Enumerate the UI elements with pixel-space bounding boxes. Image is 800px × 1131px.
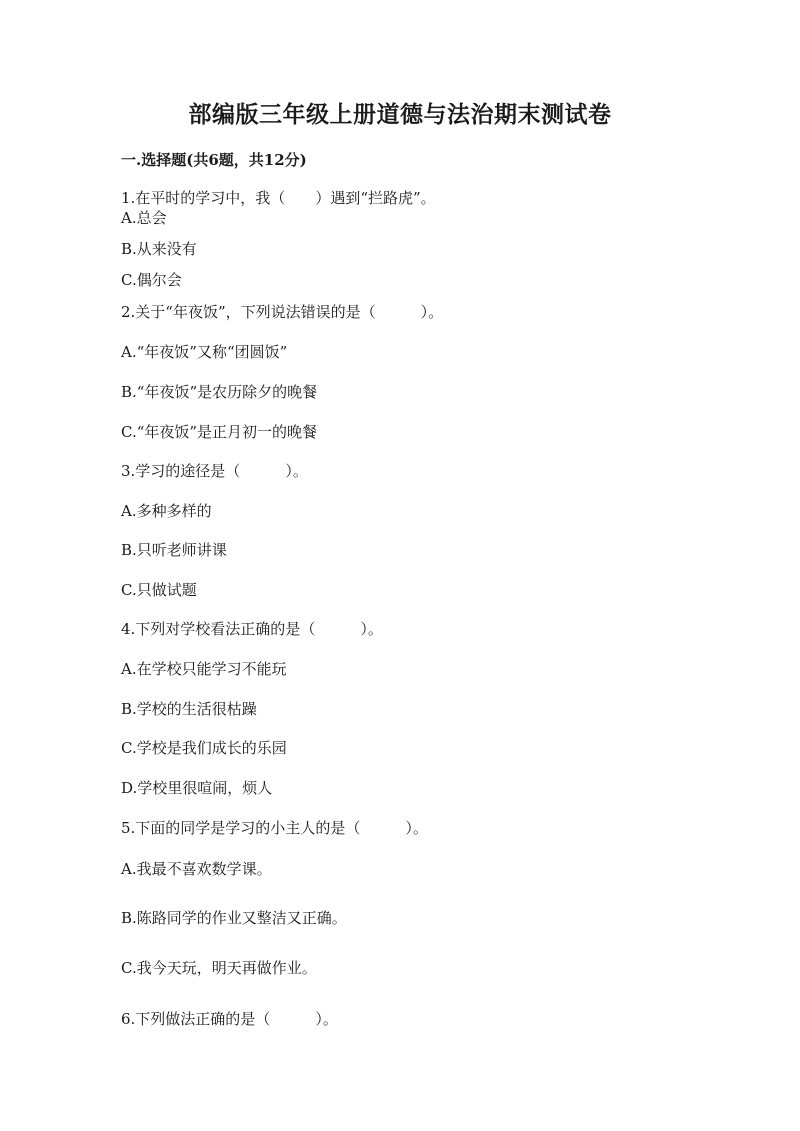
question-1-option-b: B.从来没有 [121, 240, 197, 258]
question-4-option-d: D.学校里很喧闹，烦人 [121, 779, 273, 797]
question-4-option-c: C.学校是我们成长的乐园 [121, 739, 287, 757]
question-2-option-c: C.“年夜饭”是正月初一的晚餐 [121, 423, 318, 441]
question-3-stem: 3.学习的途径是（ ）。 [121, 462, 308, 480]
question-2-stem: 2.关于“年夜饭”，下列说法错误的是（ ）。 [121, 303, 444, 321]
question-2-option-a: A.“年夜饭”又称“团圆饭” [121, 343, 288, 361]
question-3-option-a: A.多种多样的 [121, 502, 212, 520]
question-5-option-a: A.我最不喜欢数学课。 [121, 860, 272, 878]
question-2-option-b: B.“年夜饭”是农历除夕的晚餐 [121, 383, 318, 401]
page-title: 部编版三年级上册道德与法治期末测试卷 [188, 101, 612, 128]
question-4-option-b: B.学校的生活很枯躁 [121, 700, 257, 718]
question-1-option-a: A.总会 [121, 209, 167, 227]
question-5-option-c: C.我今天玩，明天再做作业。 [121, 959, 317, 977]
question-3-option-b: B.只听老师讲课 [121, 541, 227, 559]
question-4-stem: 4.下列对学校看法正确的是（ ）。 [121, 620, 383, 638]
question-1-option-c: C.偶尔会 [121, 271, 182, 289]
question-5-stem: 5.下面的同学是学习的小主人的是（ ）。 [121, 819, 428, 837]
section-heading: 一.选择题(共6题，共12分) [121, 151, 307, 169]
question-1-stem: 1.在平时的学习中，我（ ）遇到“拦路虎”。 [121, 189, 436, 207]
question-3-option-c: C.只做试题 [121, 581, 197, 599]
question-4-option-a: A.在学校只能学习不能玩 [121, 660, 287, 678]
question-6-stem: 6.下列做法正确的是（ ）。 [121, 1010, 338, 1028]
question-5-option-b: B.陈路同学的作业又整洁又正确。 [121, 909, 347, 927]
